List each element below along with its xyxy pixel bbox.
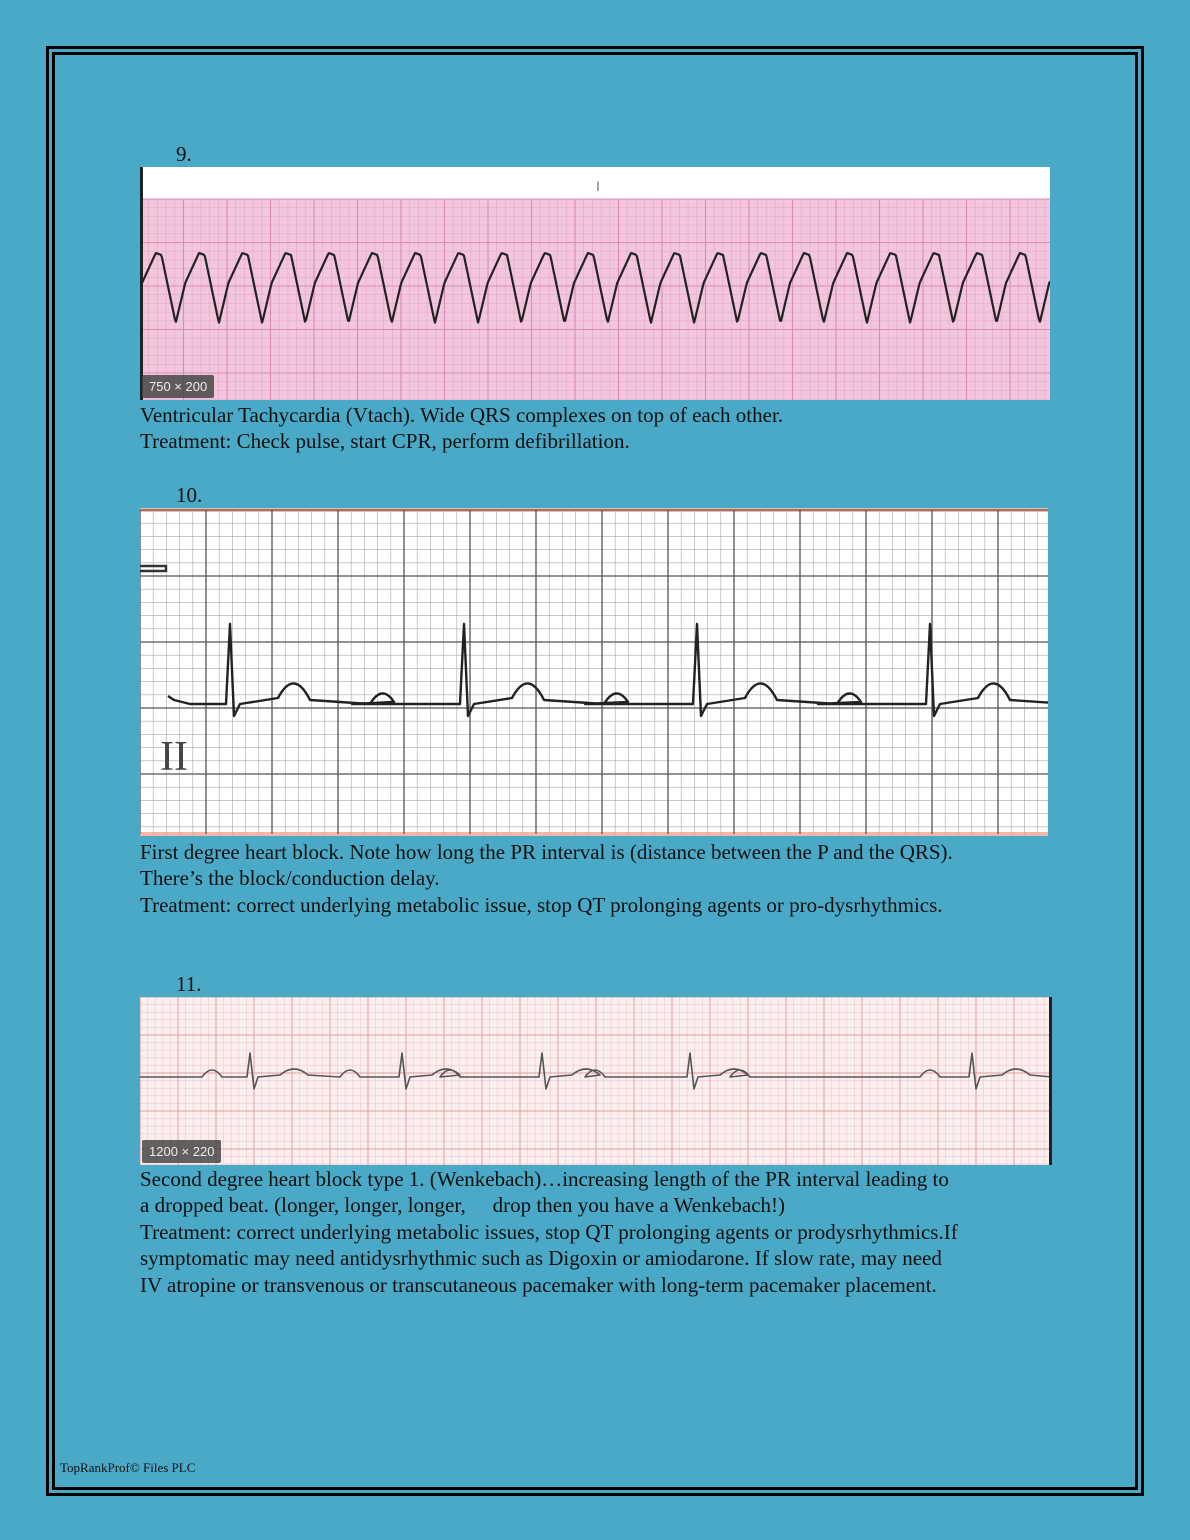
- ecg-strip-first-degree-block: [140, 508, 1048, 836]
- ecg-first-degree-image: [140, 508, 1048, 836]
- strip-right-border: [1049, 997, 1052, 1165]
- ecg-vtach-image: [140, 167, 1050, 400]
- caption-line: Ventricular Tachycardia (Vtach). Wide QRS complexes on top of each other.: [140, 403, 784, 427]
- caption-line: There’s the block/conduction delay.: [140, 866, 440, 891]
- image-size-badge: 1200 × 220: [142, 1140, 221, 1163]
- image-size-badge: 750 × 200: [142, 375, 214, 398]
- footer-copyright: TopRankProf© Files PLC: [60, 1460, 196, 1475]
- caption-line: symptomatic may need antidysrhythmic such as Digoxin or amiodarone. If slow rate, may need: [140, 1246, 942, 1271]
- section-number-9: 9.: [176, 142, 192, 166]
- section-number-10: 10.: [176, 483, 203, 507]
- grid-background: [140, 199, 1050, 400]
- grid-background: [140, 508, 1048, 836]
- strip-left-border: [140, 167, 143, 400]
- ecg-wenkebach-image: [140, 997, 1052, 1165]
- caption-line: a dropped beat. (longer, longer, longer,   drop then you have a Wenkebach!): [140, 1193, 786, 1218]
- caption-line: Treatment: correct underlying metabolic issue, stop QT prolonging agents or pro-dysrhythmics.: [140, 892, 943, 917]
- caption-wenkebach: [140, 1166, 1055, 1298]
- lead-label: II: [160, 734, 188, 780]
- caption-vtach: [140, 402, 1055, 455]
- caption-first-degree: [140, 839, 1055, 918]
- ecg-strip-vtach: [140, 167, 1050, 400]
- lead-label: I: [596, 178, 600, 194]
- grid-bottom-band: [140, 832, 1048, 836]
- caption-line: First degree heart block. Note how long the PR interval is (distance between the P and the QRS).: [140, 840, 953, 864]
- section-number-11: 11.: [176, 972, 202, 996]
- caption-line: Second degree heart block type 1. (Wenkebach)…increasing length of the PR interval leading to: [140, 1167, 949, 1191]
- caption-line: Treatment: correct underlying metabolic issues, stop QT prolonging agents or prodysrhythmics.If: [140, 1219, 958, 1244]
- caption-line: IV atropine or transvenous or transcutaneous pacemaker with long-term pacemaker placement.: [140, 1272, 937, 1297]
- ecg-strip-wenkebach: [140, 997, 1052, 1165]
- caption-line: Treatment: Check pulse, start CPR, perform defibrillation.: [140, 429, 630, 454]
